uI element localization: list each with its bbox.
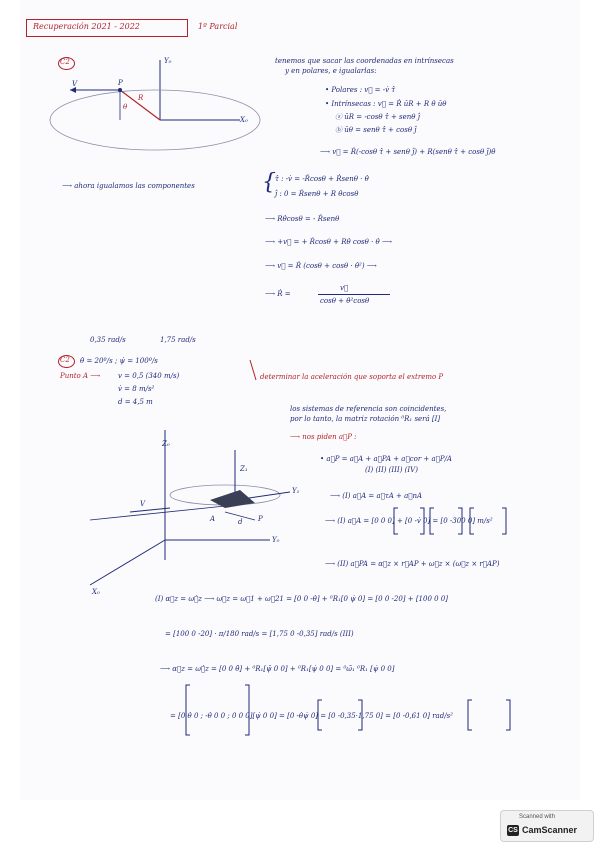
p2-fig-x0: X₀ (92, 588, 100, 596)
p1-axis-x-label: X₀ (240, 116, 248, 124)
p1-intro-line1: tenemos que sacar las coordenadas en intrínsecas (275, 57, 454, 65)
p2-fig-v: V (140, 500, 146, 508)
p2-punto-a: Punto A ⟶ (60, 372, 101, 380)
p1-axis-y-label: Y₀ (164, 57, 172, 65)
p1-step3: ⟶ v⃗ = Ṙ (cosθ + cosθ · θ̇²) ⟶ (265, 262, 377, 270)
p1-step4-lhs: ⟶ Ṙ = (265, 290, 291, 298)
camscanner-logo-icon: CS (508, 827, 518, 834)
p2-x0-axis (90, 540, 165, 585)
p2-alpha-equation: ⟶ α⃗z = ω⃗̇z = [0 0 θ̈] + ⁰R₁[ψ̈ 0 0] + ⁰R₁[ψ̇ 0 0] = ⁰ω̃₁ ⁰R₁ [ψ̇ 0 0] (160, 665, 395, 673)
p2-aircraft-mark (210, 490, 255, 508)
matrix-bracket (186, 685, 249, 735)
header-parcial: 1º Parcial (198, 22, 238, 31)
p1-step4-denominator: cosθ + θ̇²cosθ (320, 297, 370, 305)
p2-fig-z0: Z₀ (162, 440, 170, 448)
p2-omega: θ̇ = 20º/s ; ψ̇ = 100º/s (80, 357, 158, 365)
p1-v-label: V (72, 80, 78, 88)
p1-compare: ⟶ ahora igualamos las componentes (62, 182, 195, 190)
p2-fig-p: P (258, 515, 263, 523)
p2-fig-y0: Y₀ (272, 536, 280, 544)
p1-theta-label: θ (123, 103, 128, 111)
p2-i-aa: ⟶ (I) a⃗A = a⃗τA + a⃗nA (330, 492, 423, 500)
p2-piden: ⟶ nos piden a⃗P : (290, 433, 357, 441)
p1-eq-i: τ̂ : -v̇ = -Ṙcosθ + Ṙsenθ · θ̇ (275, 175, 369, 183)
p2-fig-y1: Y₁ (292, 487, 300, 495)
p2-velocity-arrow (130, 508, 170, 512)
p1-result: ⟶ v⃗ = Ṙ(-cosθ τ̂ + senθ ĵ) + R(senθ τ̂ + cosθ ĵ)θ̇ (320, 148, 496, 156)
p1-equation-brace: { (262, 170, 276, 195)
p1-ur: ⓐ ūR = -cosθ τ̂ + senθ ĵ (335, 113, 420, 121)
badge-scanned-with: Scanned with (519, 814, 556, 820)
p1-polares: • Polares : v⃗ = -v̇ τ̂ (325, 86, 396, 94)
p2-rads-2: 1,75 rad/s (160, 336, 196, 344)
objective-brace (250, 360, 256, 380)
p2-fig-z1: Z₁ (240, 465, 248, 473)
p1-step1: ⟶ Rθ̇cosθ = - Ṙsenθ (265, 215, 340, 223)
p1-intrinsecas: • Intrínsecas : v⃗ = Ṙ ūR + R θ̇ ūθ (325, 100, 447, 108)
matrix-bracket (468, 700, 510, 730)
p1-point-p-mark (118, 88, 122, 92)
p2-final-result: = [0 θ̇ 0 ; -θ̇ 0 0 ; 0 0 0][ψ̇ 0 0] = [0 -θ̇ψ̇ 0] = [0 -0,35·1,75 0] = [0 -0,61 0] rad/s² (170, 712, 453, 720)
camscanner-badge (500, 810, 594, 842)
p2-v: v = 0,5 (340 m/s) (118, 372, 180, 380)
p1-step2: ⟶ +v⃗ = + Ṙcosθ + Rθ̇ cosθ · θ̇ ⟶ (265, 238, 393, 246)
p1-r-label: R (138, 94, 144, 102)
p2-ap-indices: (I) (II) (III) (IV) (365, 466, 418, 474)
p1-intro-line2: y en polares, e igualarlas: (285, 67, 377, 75)
p2-rads-1: 0,35 rad/s (90, 336, 126, 344)
p1-point-p-label: P (118, 79, 123, 87)
badge-app-name: CamScanner (522, 825, 578, 835)
p2-sys-line2: por lo tanto, la matriz rotación ⁰R₁ será [I] (290, 415, 441, 423)
p1-utheta: ⓑ ūθ = senθ τ̂ + cosθ ĵ (335, 126, 417, 134)
p2-alpha-def: (I) α⃗z = ω⃗̇z ⟶ ω⃗z = ω⃗1 + ω⃗21 = [0 0 -θ̇] + ⁰R₁[0 ψ̇ 0] = [0 0 -20] + [100 0 0] (155, 595, 448, 603)
problem-1-number: C2 (58, 57, 75, 70)
p1-eq-j: ĵ : 0 = Ṙsenθ + R θ̇cosθ (275, 190, 359, 198)
header-title: Recuperación 2021 - 2022 (33, 22, 140, 31)
header-title-box (26, 19, 188, 37)
p2-conversion: = [100 0 -20] · π/180 rad/s = [1,75 0 -0,35] rad/s (III) (165, 630, 354, 638)
p2-objective: determinar la aceleración que soporta el extremo P (260, 373, 444, 381)
p1-fraction-bar (318, 294, 390, 295)
p2-d: d = 4,5 m (118, 398, 153, 406)
p2-ap-equation: • a⃗P = a⃗A + a⃗PA + a⃗cor + a⃗P/A (320, 455, 452, 463)
p1-step4-numerator: v⃗ (340, 284, 349, 292)
problem-2-number: C2 (58, 355, 75, 368)
p2-ii-apa: ⟶ (II) a⃗PA = α⃗z × r⃗AP + ω⃗z × (ω⃗z × r⃗AP) (325, 560, 500, 568)
p2-fig-a: A (210, 515, 216, 523)
p2-sys-line1: los sistemas de referencia son coincidentes, (290, 405, 447, 413)
p2-i-aa2: ⟶ (I) a⃗A = [0 0 0] + [0 -v̇ 0] = [0 -300 0] m/s² (325, 517, 493, 525)
p2-fig-d: d (238, 518, 243, 526)
p2-vdot: v̇ = 8 m/s² (118, 385, 155, 393)
